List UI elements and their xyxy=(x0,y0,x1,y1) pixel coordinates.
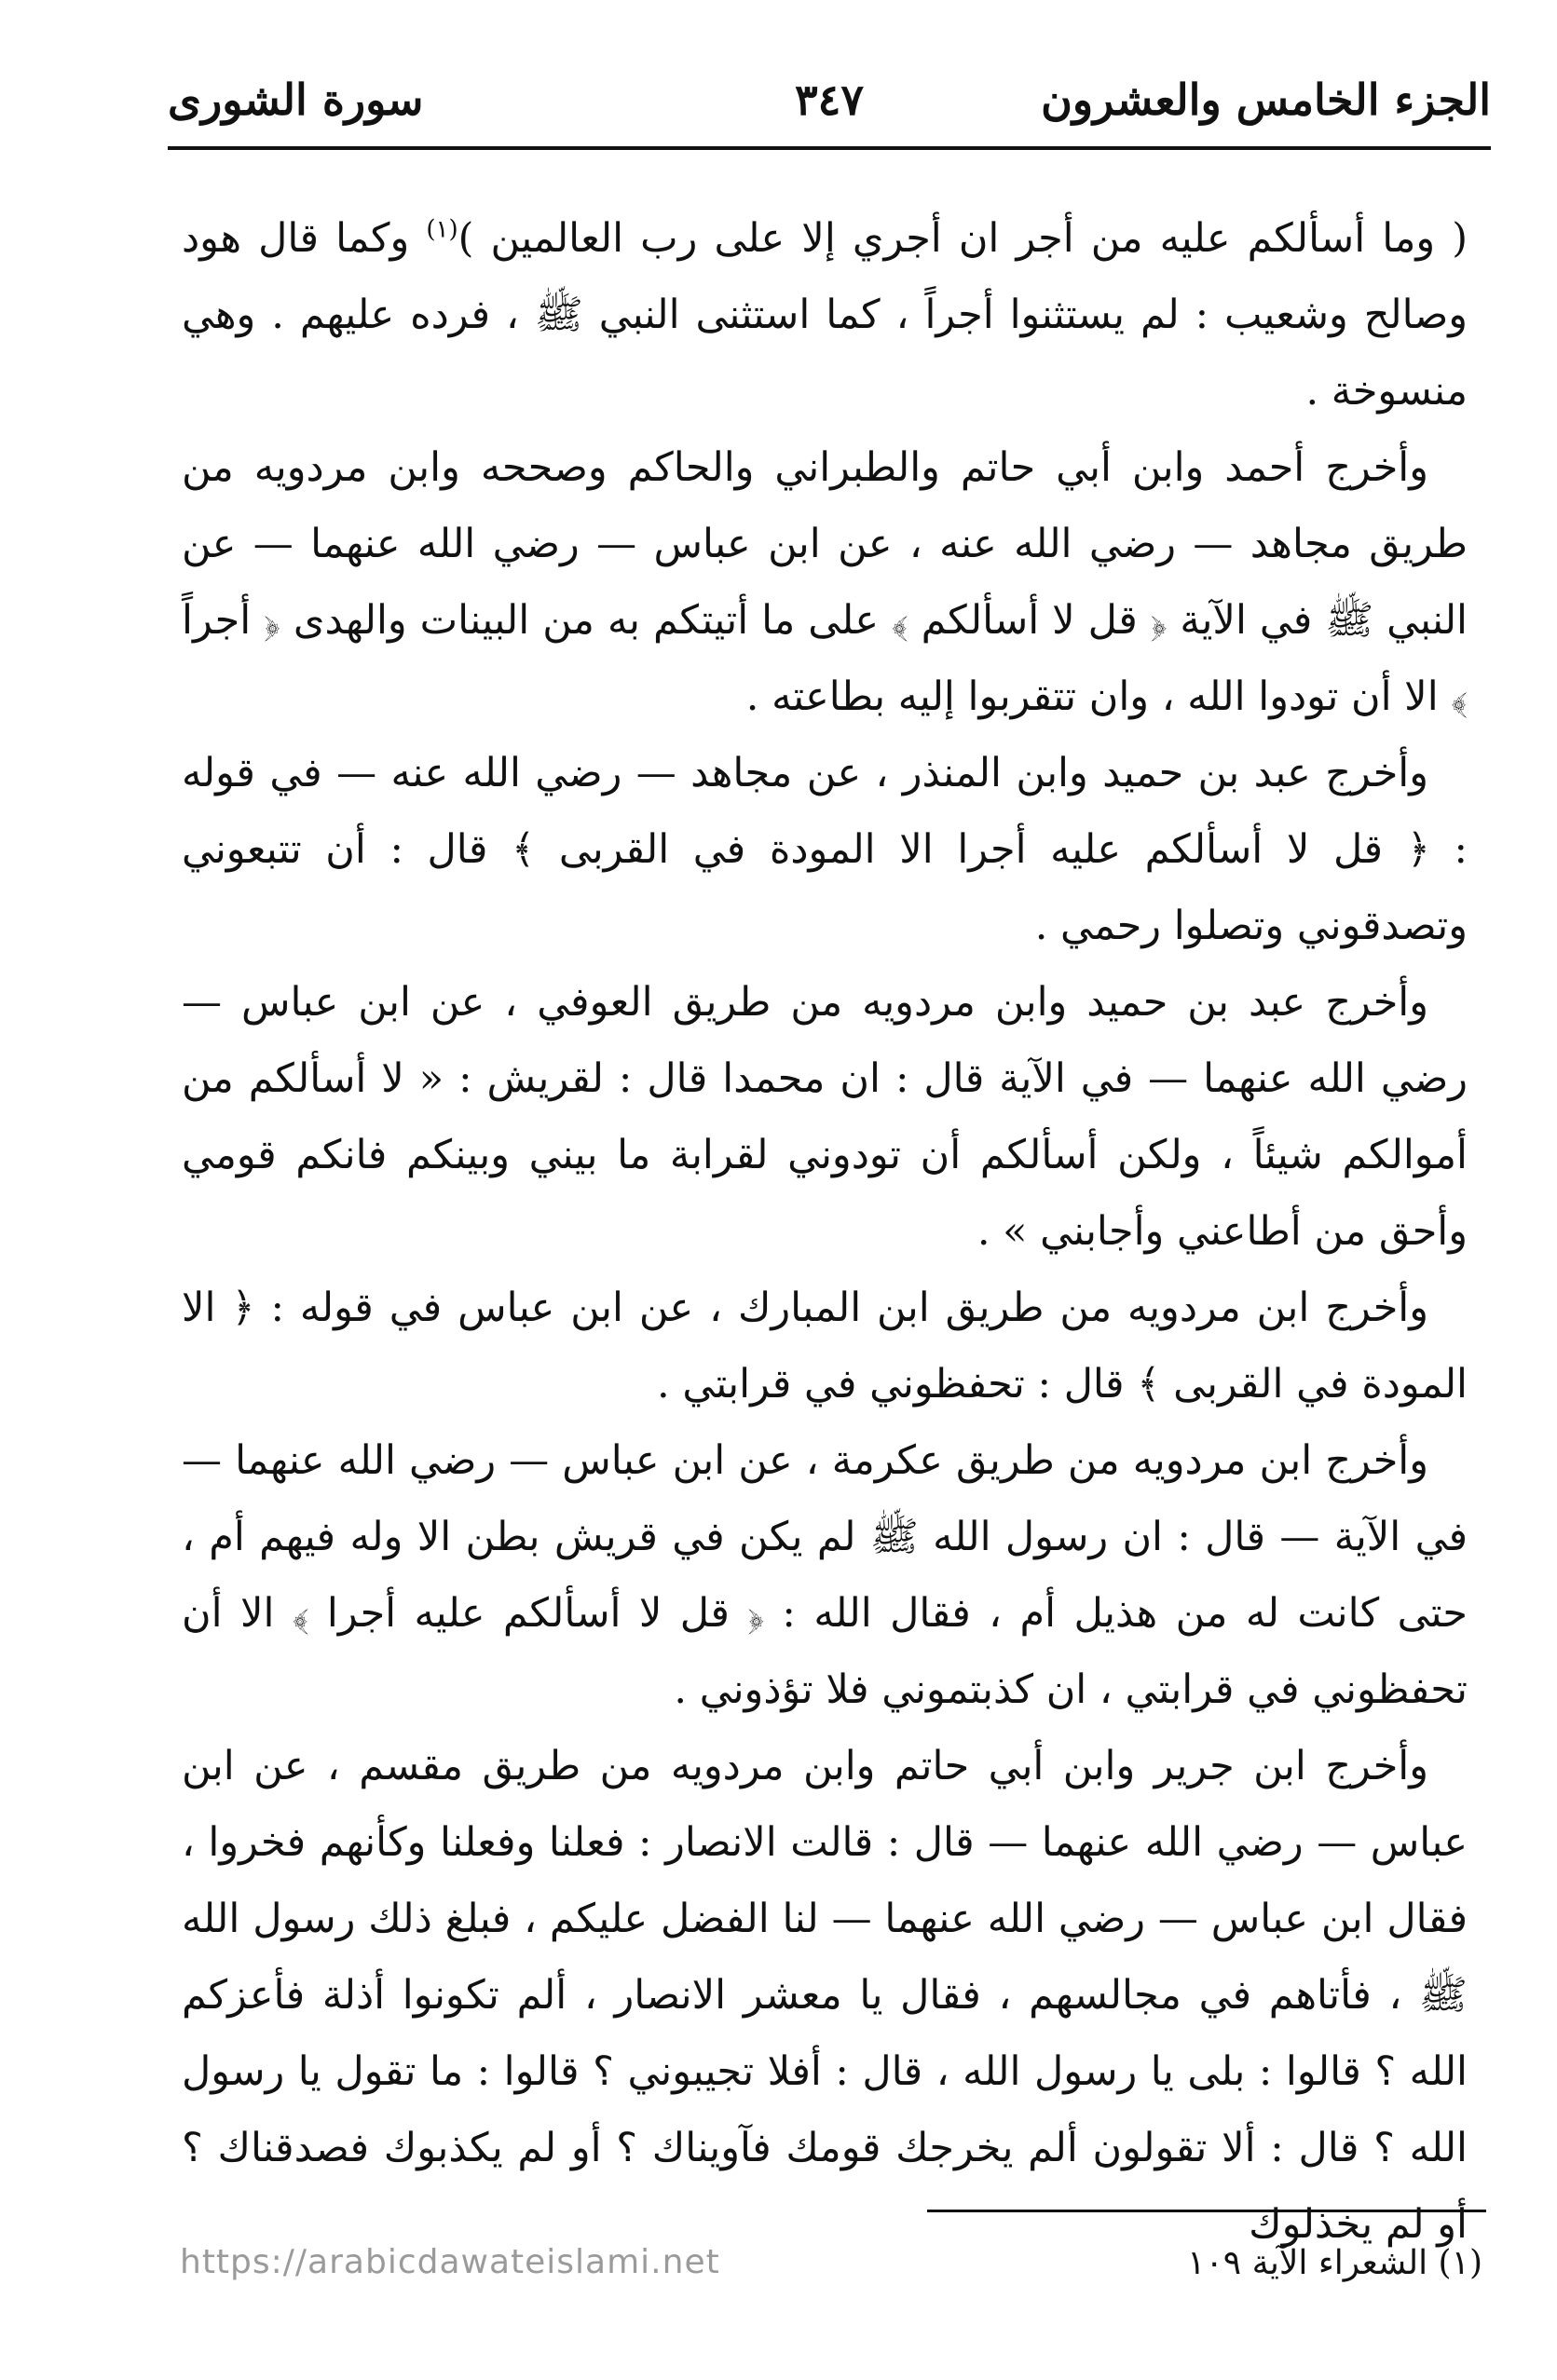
paragraph: وأخرج أحمد وابن أبي حاتم والطبراني والحاكم وصححه وابن مردويه من طريق مجاهد — رضي الله عنه ، عن ابن عباس — رضي الله عنهما — عن النبي ﷺ في الآية ﴿ قل لا أسألكم ﴾ على ما أتيتكم به من البينات والهدى ﴿ أجراً ﴾ الا أن تودوا الله ، وان تتقربوا إليه بطاعته . xyxy=(182,444,1468,720)
footnote: (١) الشعراء الآية ١٠٩ xyxy=(1187,2244,1482,2282)
main-text xyxy=(182,200,1468,2263)
paragraph: وأخرج ابن مردويه من طريق ابن المبارك ، عن ابن عباس في قوله : ﴿ الا المودة في القربى ﴾ قال : تحفظوني في قرابتي . xyxy=(182,1285,1468,1408)
watermark-url: https://arabicdawateislami.net xyxy=(180,2243,720,2281)
paragraph: وأخرج عبد بن حميد وابن مردويه من طريق العوفي ، عن ابن عباس — رضي الله عنهما — في الآية قال : ان محمدا قال : لقريش : « لا أسألكم من أموالكم شيئاً ، ولكن أسألكم أن تودوني لقرابة ما بيني وبينكم فانكم قومي وأحق من أطاعني وأجابني » . xyxy=(182,979,1468,1255)
surah-title: سورة الشورى xyxy=(168,75,424,125)
footnote-reference: (١) xyxy=(426,215,458,244)
page-number: ٣٤٧ xyxy=(794,75,865,125)
quran-quote: ( وما أسألكم عليه من أجر ان أجري إلا على رب العالمين ) xyxy=(458,215,1468,262)
paragraph xyxy=(182,200,1468,429)
header-divider xyxy=(168,146,1491,150)
footnote-divider xyxy=(927,2210,1486,2212)
paragraph: وأخرج عبد بن حميد وابن المنذر ، عن مجاهد — رضي الله عنه — في قوله : ﴿ قل لا أسألكم عليه أجرا الا المودة في القربى ﴾ قال : أن تتبعوني وتصدقوني وتصلوا رحمي . xyxy=(182,750,1468,949)
page-header xyxy=(168,58,1491,142)
paragraph: وأخرج ابن جرير وابن أبي حاتم وابن مردويه من طريق مقسم ، عن ابن عباس — رضي الله عنهما — قال : قالت الانصار : فعلنا وفعلنا وكأنهم فخروا ، فقال ابن عباس — رضي الله عنهما — لنا الفضل عليكم ، فبلغ ذلك رسول الله ﷺ ، فأتاهم في مجالسهم ، فقال يا معشر الانصار ، ألم تكونوا أذلة فأعزكم الله ؟ قالوا : بلى يا رسول الله ، قال : أفلا تجيبوني ؟ قالوا : ما تقول يا رسول الله ؟ قال : ألا تقولون ألم يخرجك قومك فآويناك ؟ أو لم يكذبوك فصدقناك ؟ أو لم يخذلوك xyxy=(182,1743,1468,2248)
paragraph: وأخرج ابن مردويه من طريق عكرمة ، عن ابن عباس — رضي الله عنهما — في الآية — قال : ان رسول الله ﷺ لم يكن في قريش بطن الا وله فيهم أم ، حتى كانت له من هذيل أم ، فقال الله : ﴿ قل لا أسألكم عليه أجرا ﴾ الا أن تحفظوني في قرابتي ، ان كذبتموني فلا تؤذوني . xyxy=(182,1437,1468,1713)
paragraph-text: وكما قال هود وصالح وشعيب : لم يستثنوا أجراً ، كما استثنى النبي ﷺ ، فرده عليهم . وهي منسوخة . xyxy=(182,215,1468,415)
part-title: الجزء الخامس والعشرون xyxy=(1041,75,1491,125)
